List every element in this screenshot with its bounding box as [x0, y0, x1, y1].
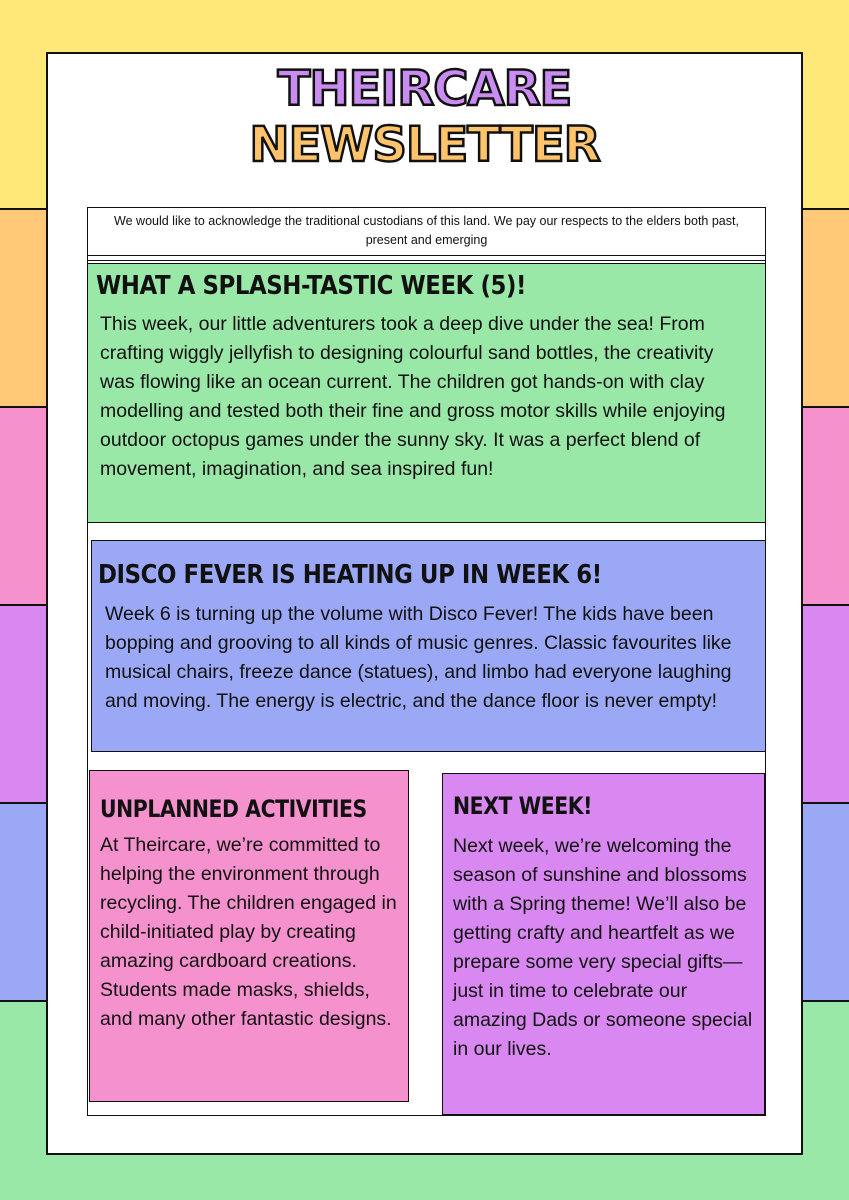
splash-body: This week, our little adventurers took a deep dive under the sea! From crafting wiggly jellyfish to designing colourful sand bottles, the creativity was flowing like an ocean current. The children got hands-on with clay modelling and tested both their fine and gross motor skills while enjoying outdoor octopus games under the sunny sky. It was a perfect blend of movement, imagination, and sea inspired fun! [100, 313, 726, 480]
acknowledgement-box: We would like to acknowledge the traditional custodians of this land. We pay our respects to the elders both past, present and emerging [87, 207, 766, 256]
unplanned-heading: UNPLANNED ACTIVITIES [100, 795, 367, 823]
newsletter-title-line2: NEWSLETTER [249, 117, 600, 173]
divider [87, 260, 766, 261]
next-week-section [442, 773, 765, 1115]
newsletter-page [46, 52, 803, 1155]
next-week-body: Next week, we’re welcoming the season of sunshine and blossoms with a Spring theme! We’ll also be getting crafty and heartfelt as we prepare some very special gifts—just in time to celebrate our amazing Dads or someone special in our lives. [453, 835, 753, 1060]
splash-section [87, 263, 766, 523]
newsletter-title-line1: THEIRCARE [277, 61, 572, 117]
splash-heading: WHAT A SPLASH-TASTIC WEEK (5)! [96, 271, 527, 301]
unplanned-activities-section [89, 770, 409, 1102]
disco-heading: DISCO FEVER IS HEATING UP IN WEEK 6! [98, 560, 602, 590]
next-week-heading: NEXT WEEK! [453, 792, 592, 820]
unplanned-body: At Theircare, we’re committed to helping the environment through recycling. The children engaged in child-initiated play by creating amazing cardboard creations. Students made masks, shields, and many other fantastic designs. [100, 834, 397, 1030]
disco-section [91, 540, 766, 752]
disco-body: Week 6 is turning up the volume with Disco Fever! The kids have been bopping and grooving to all kinds of music genres. Classic favourites like musical chairs, freeze dance (statues), and limbo had everyone laughing and moving. The energy is electric, and the dance floor is never empty! [105, 603, 732, 712]
